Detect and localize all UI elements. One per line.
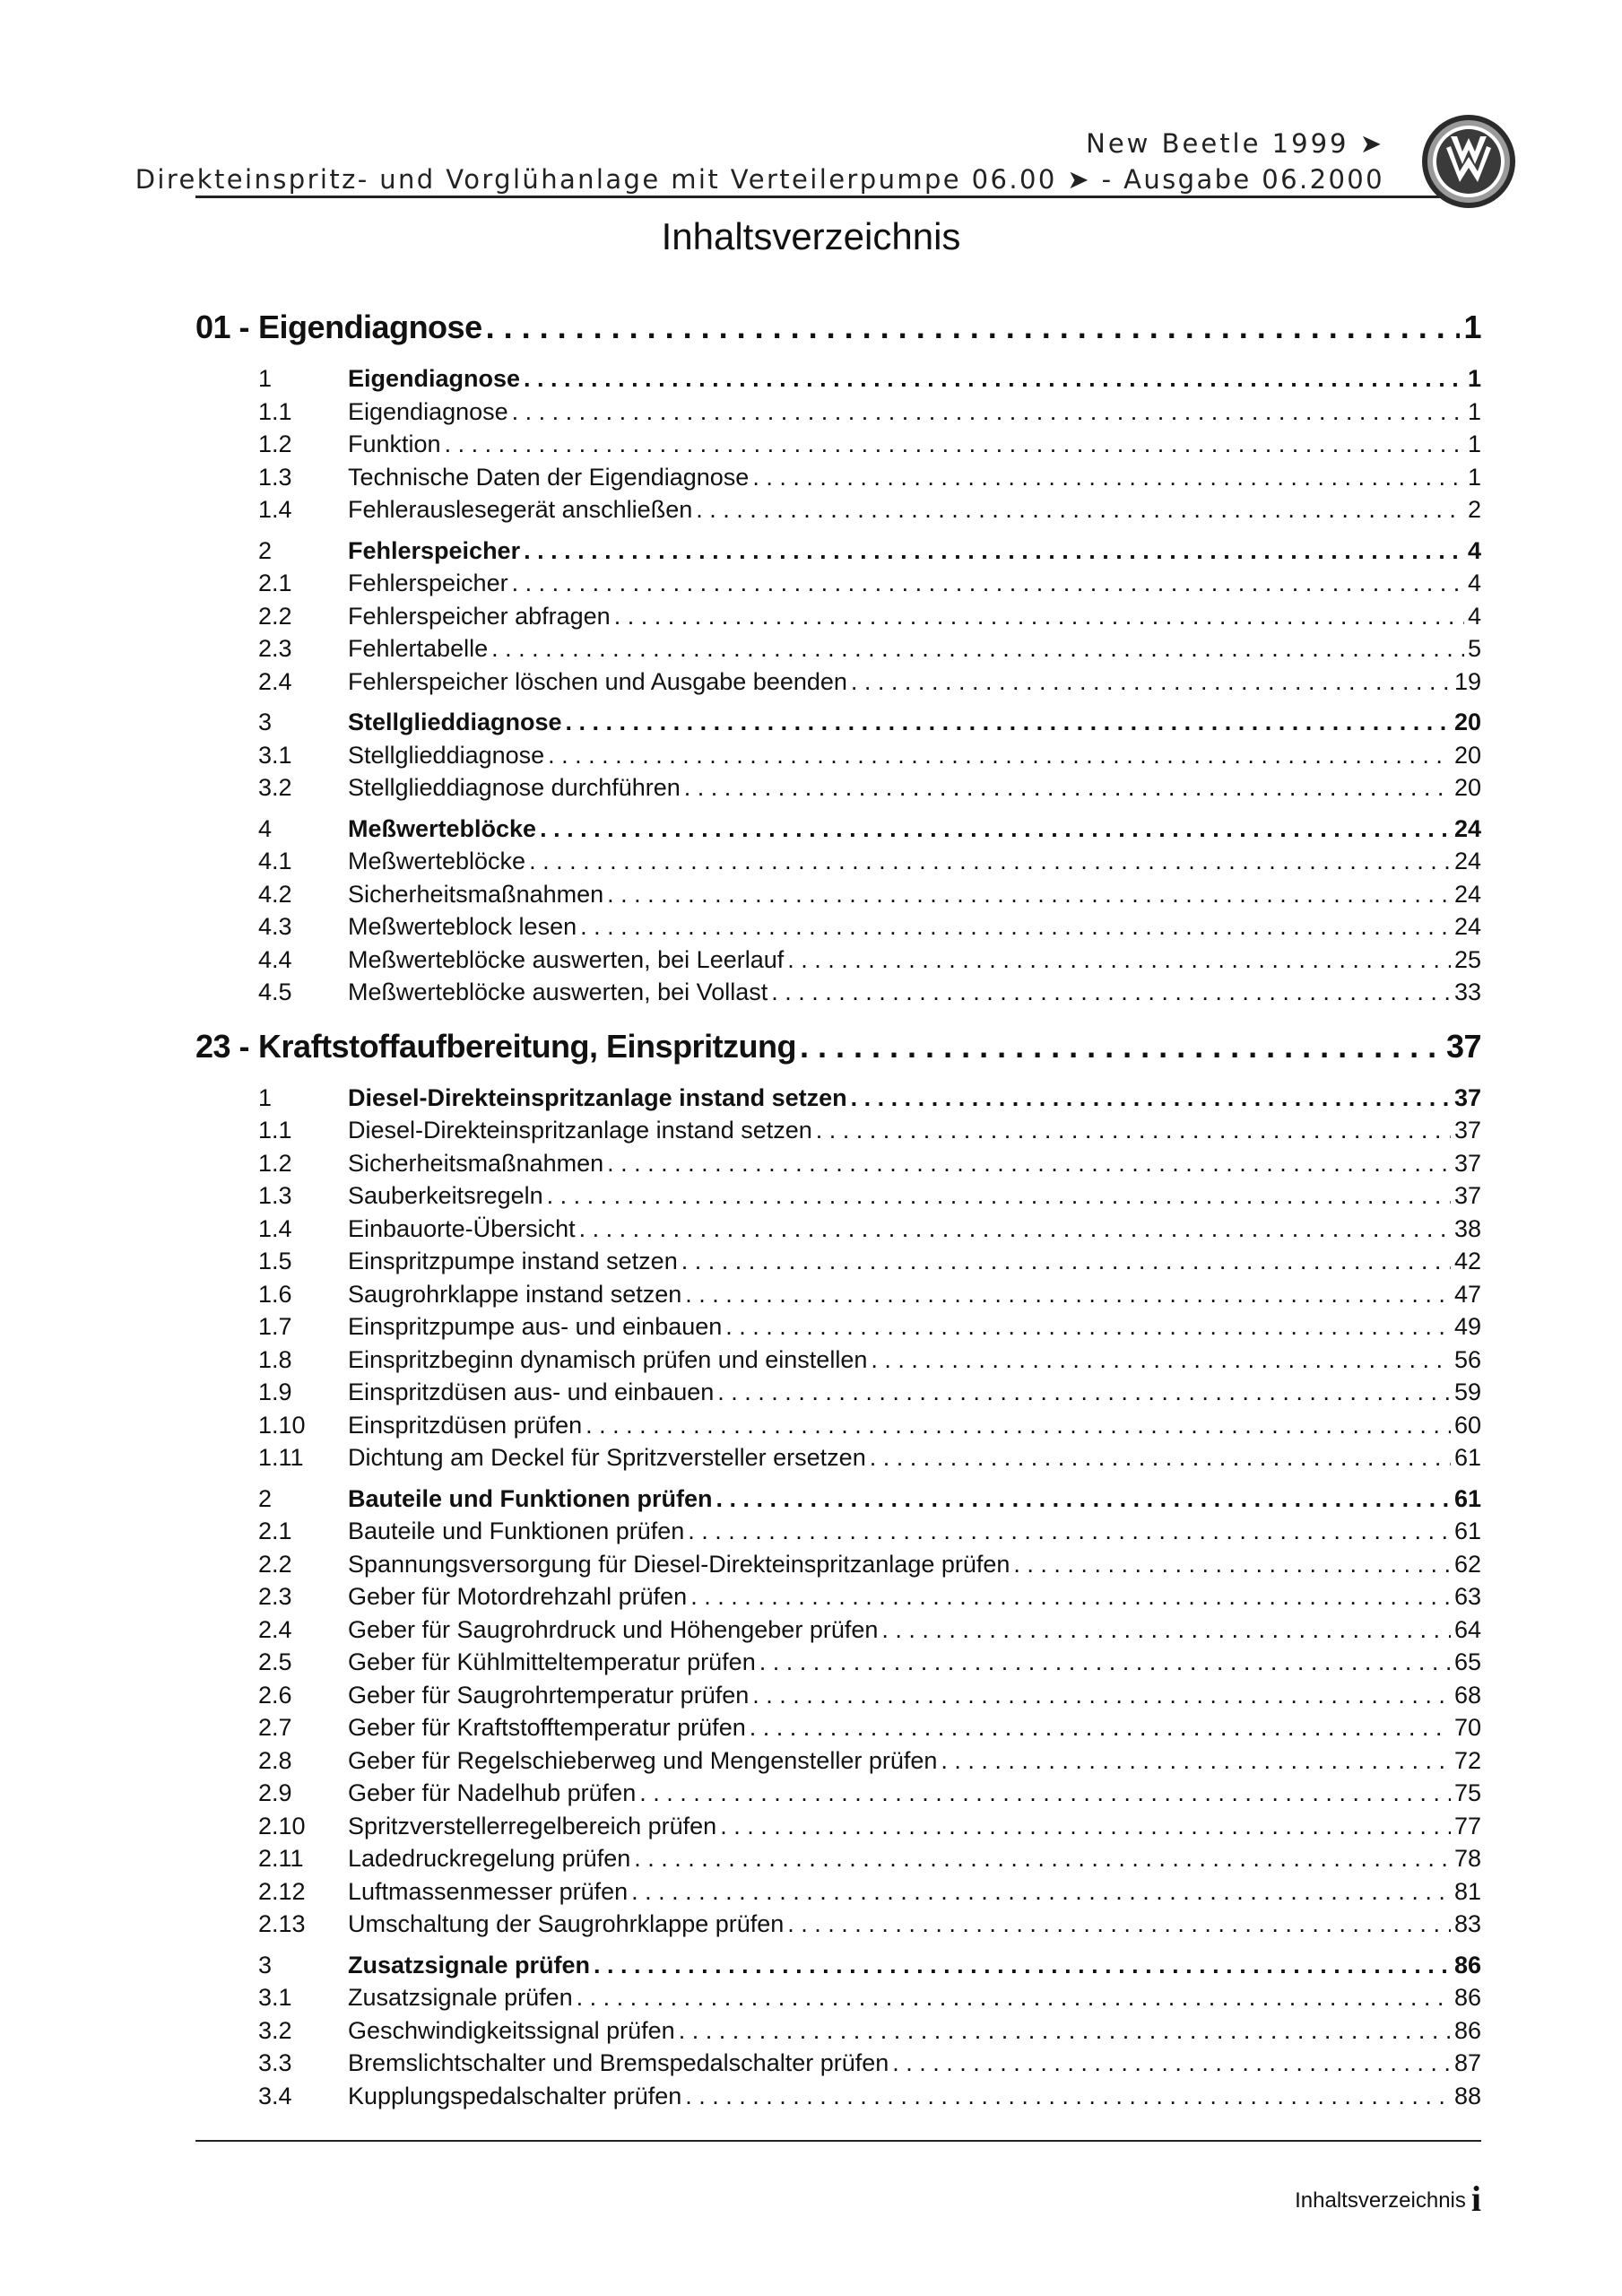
- entry-title: Fehlerspeicher: [348, 570, 508, 596]
- page-ref: 37: [1445, 1027, 1481, 1065]
- page-ref: 87: [1453, 2049, 1481, 2076]
- entry-title: Umschaltung der Saugrohrklappe prüfen: [348, 1910, 785, 1937]
- page-number: i: [1470, 2179, 1481, 2219]
- entry-title: Sicherheitsmaßnahmen: [348, 1149, 604, 1177]
- entry-title: Fehlerspeicher: [348, 536, 521, 564]
- dot-leader: [548, 739, 1451, 772]
- section-entry[interactable]: [195, 535, 1481, 568]
- page-ref: 1: [1467, 397, 1481, 425]
- dot-leader: [524, 362, 1464, 396]
- subsection-entry[interactable]: [195, 461, 1481, 494]
- header-rule: [195, 196, 1481, 198]
- dot-leader: [445, 428, 1464, 461]
- dot-leader: [685, 1278, 1451, 1311]
- dot-leader: [851, 1082, 1451, 1115]
- page-ref: 75: [1453, 1779, 1481, 1806]
- dot-leader: [787, 1908, 1451, 1941]
- entry-title: Eigendiagnose: [258, 309, 482, 345]
- entry-number: 3: [258, 1951, 273, 1979]
- entry-title: Spannungsversorgung für Diesel-Direkteinspritzanlage prüfen: [348, 1550, 1010, 1578]
- chapter-entry[interactable]: [195, 300, 1481, 354]
- toc-section: [195, 706, 1481, 804]
- subsection-entry[interactable]: [195, 600, 1481, 633]
- entry-title: Technische Daten der Eigendiagnose: [348, 463, 750, 491]
- entry-number: 3.1: [258, 1984, 292, 2011]
- dot-leader: [585, 1409, 1451, 1442]
- dot-leader: [870, 1441, 1451, 1474]
- entry-number: 3.2: [258, 2016, 292, 2044]
- entry-title: Meßwerteblock lesen: [348, 913, 577, 940]
- subsection-entry[interactable]: [195, 632, 1481, 665]
- toc-section: [195, 813, 1481, 1009]
- page-ref: 20: [1453, 774, 1481, 801]
- page-ref: 86: [1453, 1951, 1481, 1979]
- entry-title: Spritzverstellerregelbereich prüfen: [348, 1812, 717, 1839]
- entry-number: 2.6: [258, 1681, 292, 1709]
- entry-number: 4.2: [258, 880, 292, 908]
- entry-number: 2.4: [258, 1615, 292, 1643]
- subsection-entry[interactable]: [195, 1679, 1481, 1712]
- footer-label: Inhaltsverzeichnis: [1295, 2188, 1466, 2213]
- page-ref: 61: [1453, 1518, 1481, 1544]
- page-ref: 59: [1453, 1378, 1481, 1405]
- page-ref: 20: [1453, 709, 1481, 735]
- entry-title: Geber für Saugrohrdruck und Höhengeber prüfen: [348, 1615, 879, 1643]
- entry-number: 1.1: [258, 1117, 292, 1144]
- dot-leader: [634, 1842, 1451, 1875]
- subsection-entry[interactable]: [195, 944, 1481, 977]
- entry-title: Einspritzpumpe instand setzen: [348, 1248, 678, 1274]
- page-ref: 4: [1467, 570, 1481, 596]
- dot-leader: [759, 1646, 1451, 1679]
- entry-number: 2.5: [258, 1648, 292, 1675]
- dot-leader: [688, 1515, 1451, 1548]
- entry-title: Saugrohrklappe instand setzen: [348, 1280, 682, 1308]
- entry-title: Geber für Regelschieberweg und Mengensteller prüfen: [348, 1746, 938, 1774]
- entry-number: 3.2: [258, 774, 292, 801]
- subsection-entry[interactable]: [195, 1810, 1481, 1843]
- subsection-entry[interactable]: [195, 1441, 1481, 1474]
- entry-number: 2.4: [258, 667, 292, 695]
- subsection-entry[interactable]: [195, 1744, 1481, 1778]
- entry-title: Meßwerteblöcke: [348, 814, 537, 842]
- entry-number: 3.3: [258, 2049, 292, 2076]
- entry-number: 4: [258, 814, 273, 842]
- entry-number: 2: [258, 1484, 273, 1512]
- subsection-entry[interactable]: [195, 1613, 1481, 1647]
- entry-number: 2.3: [258, 1583, 292, 1610]
- dot-leader: [716, 1483, 1451, 1516]
- page-ref: 24: [1453, 913, 1481, 940]
- page-ref: 70: [1453, 1714, 1481, 1741]
- page-ref: 64: [1453, 1615, 1481, 1643]
- subsection-entry[interactable]: [195, 1179, 1481, 1213]
- section-entry[interactable]: [195, 813, 1481, 846]
- page-header: [0, 0, 1622, 206]
- entry-title: Eigendiagnose: [348, 397, 508, 425]
- model-line: New Beetle 1999 ➤: [1086, 128, 1384, 159]
- toc-chapter: [195, 1020, 1481, 2113]
- subsection-entry[interactable]: [195, 739, 1481, 772]
- entry-number: 1.5: [258, 1248, 292, 1274]
- entry-title: Einspritzbeginn dynamisch prüfen und einstellen: [348, 1345, 868, 1373]
- dot-leader: [816, 1114, 1451, 1147]
- entry-title: Ladedruckregelung prüfen: [348, 1845, 631, 1872]
- dot-leader: [529, 845, 1451, 878]
- page-ref: 56: [1453, 1345, 1481, 1373]
- entry-number: 4.3: [258, 913, 292, 940]
- dot-leader: [800, 1020, 1443, 1074]
- dot-leader: [579, 1213, 1451, 1246]
- page-ref: 60: [1453, 1411, 1481, 1439]
- subsection-entry[interactable]: [195, 976, 1481, 1009]
- dot-leader: [580, 910, 1451, 944]
- page-ref: 88: [1453, 2082, 1481, 2109]
- dot-leader: [566, 706, 1451, 739]
- subsection-entry[interactable]: [195, 2014, 1481, 2048]
- entry-number: 1.2: [258, 430, 292, 457]
- page-ref: 62: [1453, 1550, 1481, 1578]
- entry-number: 1.9: [258, 1378, 292, 1405]
- entry-number: 1: [258, 1083, 273, 1111]
- entry-number: 2: [258, 536, 273, 564]
- subsection-entry[interactable]: [195, 567, 1481, 600]
- page-ref: 86: [1453, 1984, 1481, 2011]
- toc-section: [195, 1082, 1481, 1474]
- dot-leader: [679, 2014, 1451, 2048]
- subsection-entry[interactable]: [195, 1409, 1481, 1442]
- subsection-entry[interactable]: [195, 1515, 1481, 1548]
- entry-title: Geschwindigkeitssignal prüfen: [348, 2016, 675, 2044]
- entry-title: Einspritzdüsen prüfen: [348, 1411, 583, 1439]
- dot-leader: [750, 1711, 1451, 1744]
- subsection-entry[interactable]: [195, 665, 1481, 699]
- page-ref: 61: [1453, 1444, 1481, 1471]
- dot-leader: [540, 813, 1451, 846]
- dot-leader: [787, 944, 1451, 977]
- dot-leader: [881, 1613, 1451, 1647]
- entry-title: Fehlerauslesegerät anschließen: [348, 496, 693, 523]
- toc-section: [195, 535, 1481, 699]
- page-ref: 38: [1453, 1214, 1481, 1242]
- entry-title: Geber für Saugrohrtemperatur prüfen: [348, 1681, 750, 1709]
- entry-number: 2.7: [258, 1714, 292, 1741]
- dot-leader: [871, 1344, 1451, 1377]
- dot-leader: [681, 1245, 1451, 1278]
- page-ref: 37: [1453, 1182, 1481, 1209]
- subsection-entry[interactable]: [195, 1875, 1481, 1909]
- dot-leader: [577, 1981, 1451, 2014]
- entry-title: Stellglieddiagnose: [348, 709, 562, 735]
- dot-leader: [941, 1744, 1451, 1778]
- page-ref: 63: [1453, 1583, 1481, 1610]
- subsection-entry[interactable]: [195, 1777, 1481, 1810]
- entry-title: Einspritzdüsen aus- und einbauen: [348, 1378, 715, 1405]
- entry-title: Bauteile und Funktionen prüfen: [348, 1518, 685, 1544]
- subsection-entry[interactable]: [195, 1310, 1481, 1344]
- dot-leader: [1013, 1548, 1451, 1581]
- chapter-entry[interactable]: [195, 1020, 1481, 1074]
- subsection-entry[interactable]: [195, 2047, 1481, 2080]
- entry-number: 1.3: [258, 463, 292, 491]
- entry-number: 2.1: [258, 570, 292, 596]
- entry-number: 2.12: [258, 1877, 306, 1905]
- entry-number: 1.10: [258, 1411, 306, 1439]
- entry-number: 1.3: [258, 1182, 292, 1209]
- table-of-contents: [195, 300, 1481, 2112]
- subsection-entry[interactable]: [195, 1376, 1481, 1409]
- toc-section: [195, 362, 1481, 526]
- subsection-entry[interactable]: [195, 428, 1481, 461]
- entry-number: 1: [258, 365, 273, 392]
- dot-leader: [639, 1777, 1451, 1810]
- entry-title: Sauberkeitsregeln: [348, 1182, 543, 1209]
- subsection-entry[interactable]: [195, 878, 1481, 911]
- entry-title: Geber für Motordrehzahl prüfen: [348, 1583, 688, 1610]
- entry-title: Stellglieddiagnose durchführen: [348, 774, 681, 801]
- subsection-entry[interactable]: [195, 1114, 1481, 1147]
- dot-leader: [491, 632, 1464, 665]
- entry-number: 2.13: [258, 1910, 306, 1937]
- entry-title: Zusatzsignale prüfen: [348, 1984, 573, 2011]
- subsection-entry[interactable]: [195, 845, 1481, 878]
- entry-title: Fehlertabelle: [348, 635, 489, 662]
- entry-title: Geber für Nadelhub prüfen: [348, 1779, 637, 1806]
- dot-leader: [720, 1810, 1451, 1843]
- page-ref: 81: [1453, 1877, 1481, 1905]
- manual-subtitle: Direkteinspritz- und Vorglühanlage mit Verteilerpumpe 06.00 ➤ - Ausgabe 06.2000: [134, 164, 1384, 195]
- entry-number: 2.2: [258, 1550, 292, 1578]
- page-ref: 37: [1453, 1083, 1481, 1111]
- dot-leader: [717, 1376, 1451, 1409]
- dot-leader: [594, 1949, 1451, 1982]
- entry-number: 2.10: [258, 1812, 306, 1839]
- dot-leader: [771, 976, 1451, 1009]
- dot-leader: [690, 1580, 1451, 1613]
- page-ref: 37: [1453, 1149, 1481, 1177]
- entry-number: 1.6: [258, 1280, 292, 1308]
- page-ref: 42: [1453, 1248, 1481, 1274]
- page-ref: 77: [1453, 1812, 1481, 1839]
- entry-number: 3.1: [258, 741, 292, 769]
- entry-title: Meßwerteblöcke: [348, 848, 526, 874]
- entry-title: Fehlerspeicher abfragen: [348, 602, 611, 630]
- dot-leader: [725, 1310, 1451, 1344]
- entry-title: Fehlerspeicher löschen und Ausgabe beenden: [348, 667, 847, 695]
- page-ref: 37: [1453, 1117, 1481, 1144]
- entry-number: 1.8: [258, 1345, 292, 1373]
- entry-title: Meßwerteblöcke auswerten, bei Vollast: [348, 978, 768, 1005]
- entry-number: 1.2: [258, 1149, 292, 1177]
- subsection-entry[interactable]: [195, 1245, 1481, 1278]
- subsection-entry[interactable]: [195, 1213, 1481, 1246]
- subsection-entry[interactable]: [195, 1147, 1481, 1180]
- page-ref: 1: [1463, 309, 1481, 345]
- subsection-entry[interactable]: [195, 1842, 1481, 1875]
- page-ref: 65: [1453, 1648, 1481, 1675]
- page-ref: 24: [1453, 848, 1481, 874]
- entry-title: Kraftstoffaufbereitung, Einspritzung: [258, 1027, 797, 1065]
- entry-title: Eigendiagnose: [348, 365, 521, 392]
- toc-section: [195, 1949, 1481, 2113]
- page-ref: 1: [1467, 365, 1481, 392]
- entry-number: 3.4: [258, 2082, 292, 2109]
- page-ref: 86: [1453, 2016, 1481, 2044]
- entry-number: 1.4: [258, 1214, 292, 1242]
- entry-title: Dichtung am Deckel für Spritzversteller ersetzen: [348, 1444, 866, 1471]
- subsection-entry[interactable]: [195, 1646, 1481, 1679]
- toc-chapter: [195, 300, 1481, 1009]
- section-entry[interactable]: [195, 362, 1481, 396]
- dot-leader: [685, 2080, 1451, 2113]
- entry-number: 1.7: [258, 1313, 292, 1340]
- entry-title: Meßwerteblöcke auswerten, bei Leerlauf: [348, 945, 785, 973]
- entry-number: 3: [258, 709, 273, 735]
- page-ref: 47: [1453, 1280, 1481, 1308]
- page-ref: 1: [1467, 430, 1481, 457]
- entry-title: Funktion: [348, 430, 441, 457]
- page-ref: 5: [1467, 635, 1481, 662]
- subsection-entry[interactable]: [195, 396, 1481, 429]
- entry-number: 2.9: [258, 1779, 292, 1806]
- entry-number: 1.4: [258, 496, 292, 523]
- page-ref: 1: [1467, 463, 1481, 491]
- entry-number: 01 -: [195, 309, 250, 345]
- dot-leader: [607, 1147, 1451, 1180]
- entry-title: Einbauorte-Übersicht: [348, 1214, 576, 1242]
- entry-title: Geber für Kühlmitteltemperatur prüfen: [348, 1648, 756, 1675]
- section-entry[interactable]: [195, 1949, 1481, 1982]
- page-title: Inhaltsverzeichnis: [661, 215, 961, 257]
- section-entry[interactable]: [195, 706, 1481, 739]
- entry-number: 2.1: [258, 1518, 292, 1544]
- entry-number: 2.11: [258, 1845, 304, 1872]
- subsection-entry[interactable]: [195, 493, 1481, 526]
- dot-leader: [524, 535, 1464, 568]
- page-ref: 24: [1453, 880, 1481, 908]
- subsection-entry[interactable]: [195, 2080, 1481, 2113]
- entry-title: Stellglieddiagnose: [348, 741, 545, 769]
- subsection-entry[interactable]: [195, 771, 1481, 804]
- subsection-entry[interactable]: [195, 1580, 1481, 1613]
- section-entry[interactable]: [195, 1483, 1481, 1516]
- page-ref: 83: [1453, 1910, 1481, 1937]
- entry-number: 4.4: [258, 945, 292, 973]
- dot-leader: [512, 567, 1464, 600]
- dot-leader: [851, 665, 1451, 699]
- entry-title: Diesel-Direkteinspritzanlage instand setzen: [348, 1083, 847, 1111]
- entry-title: Bremslichtschalter und Bremspedalschalter prüfen: [348, 2049, 889, 2076]
- page-ref: 33: [1453, 978, 1481, 1005]
- entry-title: Bauteile und Funktionen prüfen: [348, 1484, 713, 1512]
- dot-leader: [696, 493, 1464, 526]
- page-ref: 20: [1453, 741, 1481, 769]
- dot-leader: [512, 396, 1464, 429]
- subsection-entry[interactable]: [195, 1908, 1481, 1941]
- entry-title: Luftmassenmesser prüfen: [348, 1877, 629, 1905]
- page-ref: 61: [1453, 1484, 1481, 1512]
- page-ref: 68: [1453, 1681, 1481, 1709]
- subsection-entry[interactable]: [195, 1344, 1481, 1377]
- entry-title: Geber für Kraftstofftemperatur prüfen: [348, 1714, 746, 1741]
- dot-leader: [892, 2047, 1451, 2080]
- vw-logo-icon: [1419, 112, 1518, 211]
- subsection-entry[interactable]: [195, 910, 1481, 944]
- entry-title: Sicherheitsmaßnahmen: [348, 880, 604, 908]
- page-ref: 4: [1467, 536, 1481, 564]
- subsection-entry[interactable]: [195, 1711, 1481, 1744]
- dot-leader: [631, 1875, 1451, 1909]
- dot-leader: [547, 1179, 1451, 1213]
- section-entry[interactable]: [195, 1082, 1481, 1115]
- entry-number: 2.3: [258, 635, 292, 662]
- toc-section: [195, 1483, 1481, 1941]
- page-ref: 19: [1453, 667, 1481, 695]
- entry-title: Zusatzsignale prüfen: [348, 1951, 591, 1979]
- entry-number: 2.8: [258, 1746, 292, 1774]
- entry-number: 4.1: [258, 848, 292, 874]
- dot-leader: [752, 1679, 1451, 1712]
- dot-leader: [614, 600, 1464, 633]
- dot-leader: [752, 461, 1464, 494]
- page-ref: 4: [1467, 602, 1481, 630]
- subsection-entry[interactable]: [195, 1981, 1481, 2014]
- page-footer: [1295, 2178, 1481, 2220]
- entry-title: Kupplungspedalschalter prüfen: [348, 2082, 682, 2109]
- dot-leader: [607, 878, 1451, 911]
- entry-number: 1.11: [258, 1444, 304, 1471]
- entry-number: 1.1: [258, 397, 292, 425]
- dot-leader: [684, 771, 1451, 804]
- page-ref: 49: [1453, 1313, 1481, 1340]
- footer-rule: [195, 2140, 1481, 2142]
- page-ref: 78: [1453, 1845, 1481, 1872]
- entry-number: 23 -: [195, 1027, 250, 1065]
- page-ref: 72: [1453, 1746, 1481, 1774]
- page-ref: 25: [1453, 945, 1481, 973]
- entry-number: 4.5: [258, 978, 292, 1005]
- page-ref: 2: [1467, 496, 1481, 523]
- entry-number: 2.2: [258, 602, 292, 630]
- dot-leader: [486, 300, 1461, 354]
- entry-title: Einspritzpumpe aus- und einbauen: [348, 1313, 723, 1340]
- page-ref: 24: [1453, 814, 1481, 842]
- subsection-entry[interactable]: [195, 1278, 1481, 1311]
- subsection-entry[interactable]: [195, 1548, 1481, 1581]
- entry-title: Diesel-Direkteinspritzanlage instand setzen: [348, 1117, 812, 1144]
